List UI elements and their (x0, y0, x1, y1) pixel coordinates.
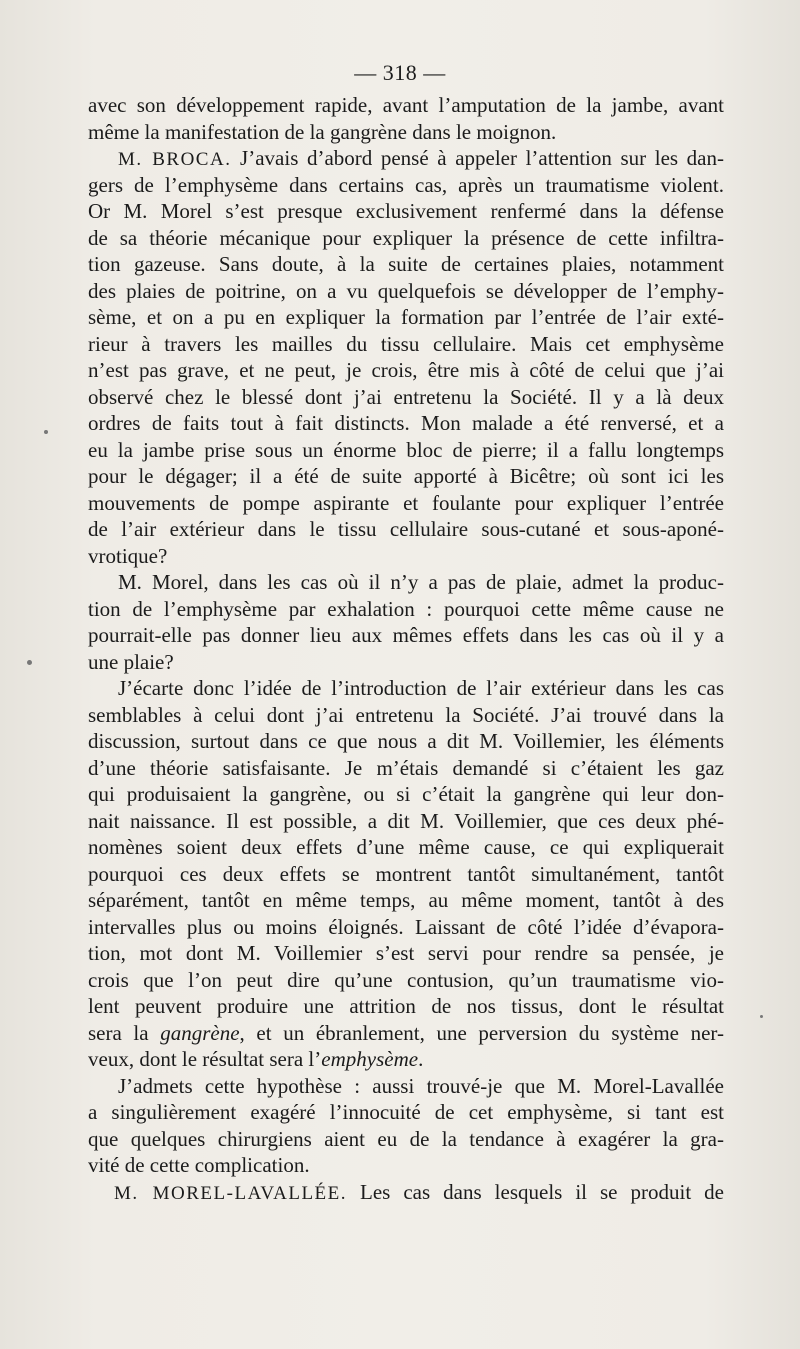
text-line (88, 1020, 724, 1047)
text-line (88, 1073, 724, 1100)
text-line (88, 622, 724, 649)
line-text: tion de l’emphysème par exhalation : pourquoi cette même cause ne (88, 596, 724, 621)
text-line (88, 251, 724, 278)
line-text: tion, mot dont M. Voillemier s’est servi pour rendre sa pensée, je (88, 941, 724, 965)
line-text: vité de cette complication. (88, 1153, 310, 1177)
line-text: pour le dégager; il a été de suite apporté à Bicêtre; où sont ici les (88, 464, 724, 488)
speaker-name: M. BROCA. (118, 149, 232, 170)
text-line (88, 596, 724, 623)
line-text: pourrait-elle pas donner lieu aux mêmes effets dans les cas où il y a (88, 623, 724, 647)
text-line (88, 1179, 724, 1206)
line-text: sera la (88, 1020, 161, 1045)
line-text: qui produisaient la gangrène, ou si c’était la gangrène qui leur don- (88, 782, 724, 806)
line-text: lent peuvent produire une attrition de nos tissus, dont le résultat (88, 994, 724, 1018)
italic-term: gangrène (160, 1020, 240, 1045)
line-text: vrotique? (88, 543, 168, 568)
text-line (88, 808, 724, 835)
text-line (88, 410, 724, 437)
text-line (88, 702, 724, 729)
text-line (88, 1046, 724, 1073)
text-line (88, 304, 724, 331)
line-text: une plaie? (88, 649, 174, 674)
line-text: a singulièrement exagéré l’innocuité de cet emphysème, si tant est (88, 1100, 724, 1124)
text-line (88, 755, 724, 782)
line-text: sème, et on a pu en expliquer la formation par l’entrée de l’air exté- (88, 305, 724, 329)
line-text: discussion, surtout dans ce que nous a dit M. Voillemier, les éléments (88, 729, 724, 753)
line-text: Or M. Morel s’est presque exclusivement renfermé dans la défense (88, 199, 724, 223)
line-text: M. Morel, dans les cas où il n’y a pas de plaie, admet la produc- (118, 570, 724, 594)
text-line (88, 92, 724, 119)
italic-term: emphysème (321, 1047, 419, 1071)
line-text: avec son développement rapide, avant l’amputation de la jambe, avant (88, 93, 724, 117)
text-line (88, 1126, 724, 1153)
line-text: tion gazeuse. Sans doute, à la suite de certaines plaies, notamment (88, 252, 724, 276)
line-text: observé chez le blessé dont j’ai entretenu la Société. Il y a là deux (88, 384, 724, 409)
line-text: n’est pas grave, et ne peut, je crois, être mis à côté de celui que j’ai (88, 358, 724, 382)
text-line (88, 490, 724, 517)
line-text: eu la jambe prise sous un énorme bloc de pierre; il a fallu longtemps (88, 437, 724, 462)
text-line (88, 225, 724, 252)
ink-speck (760, 1015, 763, 1018)
text-line (88, 940, 724, 967)
line-text: veux, dont le résultat sera l’ (88, 1047, 322, 1071)
line-text: séparément, tantôt en même temps, au même moment, tantôt à des (88, 888, 724, 912)
line-text: intervalles plus ou moins éloignés. Laissant de côté l’idée d’évapora- (88, 914, 724, 939)
text-line (88, 649, 724, 676)
line-text: des plaies de poitrine, on a vu quelquefois se développer de l’emphy- (88, 278, 724, 303)
text-line (88, 463, 724, 490)
line-text: de l’air extérieur dans le tissu cellulaire sous-cutané et sous-aponé- (88, 517, 724, 541)
line-text: . (418, 1047, 424, 1071)
text-line (88, 993, 724, 1020)
page-number: — 318 — (354, 60, 446, 85)
text-line (88, 834, 724, 861)
speaker-name: M. MOREL-LAVALLÉE. (114, 1182, 348, 1204)
text-line (88, 198, 724, 225)
text-line (88, 331, 724, 358)
text-line (88, 172, 724, 199)
text-line (88, 384, 724, 411)
line-text: d’une théorie satisfaisante. Je m’étais demandé si c’étaient les gaz (88, 755, 724, 780)
text-line (88, 437, 724, 464)
text-line (88, 1152, 724, 1179)
text-line (88, 357, 724, 384)
text-line (88, 914, 724, 941)
line-text: crois que l’on peut dire qu’une contusion, qu’un traumatisme vio- (88, 967, 724, 992)
text-line (88, 861, 724, 888)
body-text (88, 92, 724, 1205)
line-text: J’admets cette hypothèse : aussi trouvé-je que M. Morel-Lavallée (118, 1073, 724, 1098)
text-line (88, 675, 724, 702)
text-line (88, 543, 724, 570)
ink-speck (44, 430, 48, 434)
line-text: J’écarte donc l’idée de l’introduction de l’air extérieur dans les cas (118, 676, 724, 700)
text-line (88, 1099, 724, 1126)
text-line (88, 278, 724, 305)
text-line (88, 967, 724, 994)
ink-speck (27, 660, 32, 665)
line-text: nait naissance. Il est possible, a dit M. Voillemier, que ces deux phé- (88, 808, 724, 833)
line-text: mouvements de pompe aspirante et foulante pour expliquer l’entrée (88, 490, 724, 515)
text-line (88, 728, 724, 755)
text-line (88, 781, 724, 808)
text-line (88, 516, 724, 543)
text-line (88, 145, 724, 172)
line-text: rieur à travers les mailles du tissu cellulaire. Mais cet emphysème (88, 331, 724, 356)
line-text: même la manifestation de la gangrène dans le moignon. (88, 119, 557, 144)
line-text: , et un ébranlement, une perversion du système ner- (239, 1020, 724, 1045)
text-line (88, 887, 724, 914)
text-line (88, 569, 724, 596)
line-text: pourquoi ces deux effets se montrent tantôt simultanément, tantôt (88, 861, 724, 886)
line-text: ordres de faits tout à fait distincts. Mon malade a été renversé, et a (88, 411, 724, 435)
text-line (88, 119, 724, 146)
line-text: semblables à celui dont j’ai entretenu la Société. J’ai trouvé dans la (88, 702, 724, 727)
line-text: nomènes soient deux effets d’une même cause, ce qui expliquerait (88, 835, 724, 859)
line-text: Les cas dans lesquels il se produit de (347, 1179, 724, 1204)
line-text: J’avais d’abord pensé à appeler l’attention sur les dan- (231, 146, 724, 170)
line-text: gers de l’emphysème dans certains cas, après un traumatisme violent. (88, 172, 724, 197)
line-text: que quelques chirurgiens aient eu de la tendance à exagérer la gra- (88, 1126, 724, 1151)
line-text: de sa théorie mécanique pour expliquer la présence de cette infiltra- (88, 225, 724, 250)
